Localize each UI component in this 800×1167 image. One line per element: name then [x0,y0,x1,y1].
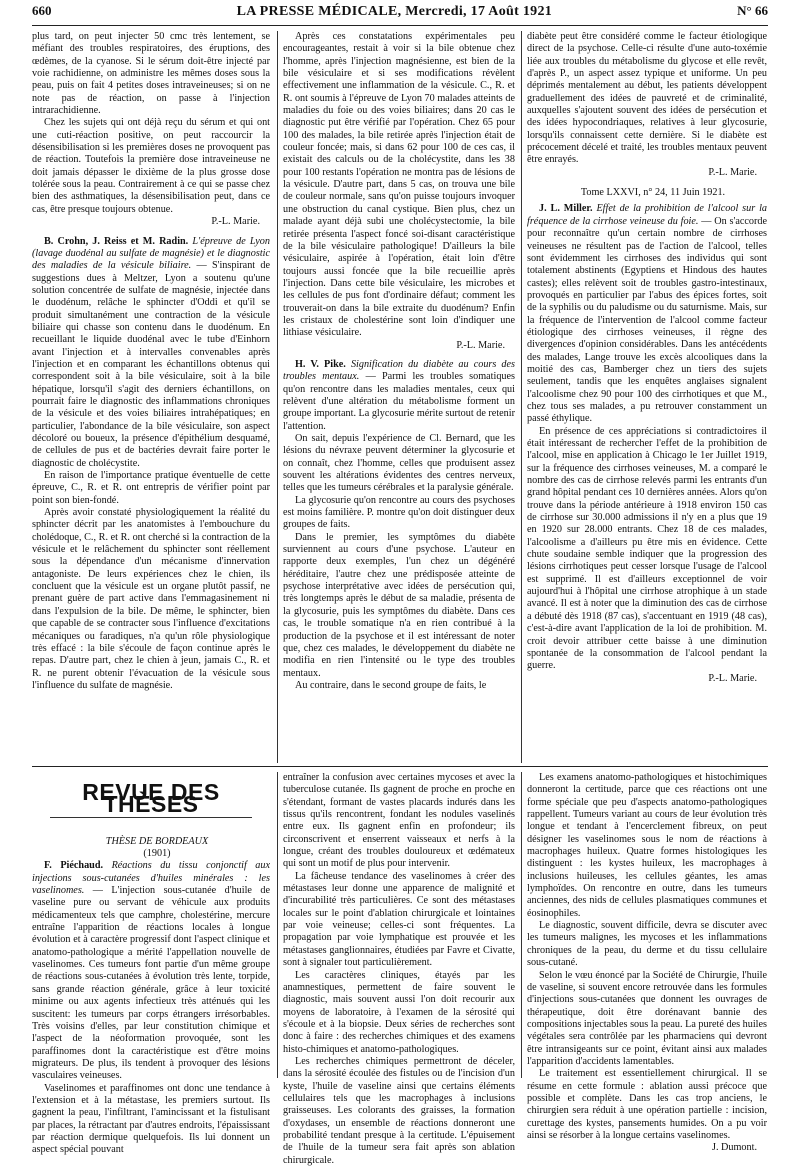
article-intro [527,203,767,425]
paragraph: Dans le premier, les symptômes du diabète surviennent au cours d'une psychose. L'auteur en rapporte deux exemples, l'un chez un dégénéré héréditaire, l'autre chez une prédisposée atteinte de psychose interprétative avec idées de persécution qui, très longtemps après le début de sa maladie, présenta de la glycosurie, puis les symptômes du diabète. Dans ces cas, le trouble somatique n'a en rien contribué à la production de la psychose et il est intéressant de noter que, chez ces malades, le développement du diabète ne modifia en rien l'intensité ou le type des troubles mentaux. [283,531,515,679]
column-divider [277,31,278,763]
article-title: Signification du diabète au cours des troubles mentaux. [283,358,516,383]
paragraph: En raison de l'importance pratique éventuelle de cette épreuve, C., R. et R. ont entrepris de vérifier point par point son bien-fondé. [32,470,270,506]
paragraph: diabète peut être considéré comme le facteur étiologique direct de la psychose. Celle-ci résulte d'une auto-toxémie liée aux troubles du métabolisme du glycose et elle revêt, d'après P., un aspect assez typique et uniforme. Un peu déprimés mentalement au début, les patients développent graduellement des idées de pauvreté et de criminalité, auxquelles s'ajoutent souvent des idées de persécution et des idées hypocondriaques, relatives à leur glycosurie, lorsqu'ils connaissent cette dernière. Si le diabète est précocement décelé et traité, les troubles mentaux peuvent être enrayés. [527,31,767,166]
upper-column-1 [32,31,270,763]
page-number: 660 [32,3,52,18]
signature: J. Dumont. [712,1142,757,1154]
lower-column-3 [527,772,767,1154]
paragraph: entraîner la confusion avec certaines mycoses et avec la tuberculose cutanée. Ils gagnent de proche en proche en s'étendant, formant de vastes placards indurés dans les tissus qu'ils rencontrent, fondant les nodules vaselinés entre eux. Ils gagnent enfin en profondeur; ils circonscrivent et enserrent vaisseaux et nerfs à la longue, créant des troubles douloureux et œdémateux qui sont un motif de plus pour intervenir. [283,772,515,870]
article-intro [32,236,270,471]
paragraph: — Parmi les troubles somatiques qu'on rencontre dans les maladies mentales, ceux qui relèvent d'une altération du métabolisme forment un groupe important. La glycosurie mérite surtout de retenir l'attention. [283,371,516,432]
paragraph: Au contraire, dans le second groupe de faits, le [295,679,487,691]
article-title: L'épreuve de Lyon (lavage duodénal au sulfate de magnésie) et le diagnostic des maladies de la vésicule biliaire. [32,235,270,272]
paragraph: En présence de ces appréciations si contradictoires il était intéressant de rechercher l'effet de la prohibition de l'alcool, mise en application à Chicago le 1er Juillet 1919, sur la fréquence des cirrhoses veineuses, M. a comparé le nombre des cas de cirrhose relevés parmi les entrants d'un grand hôpital pendant ces 10 dernières années. Alors qu'on trouve dans la période antérieure à 1918 environ 150 cas de cirrhose sur 30.000 admissions il n'y en a plus que 19 en 1920 sur 28.000 entrants. Chez 18 de ces malades, l'alcoolisme a d'ailleurs pu être mis en évidence. Cette chute soudaine semble indiquer que la progression des lésions cirrhotiques peut cesser lorsque l'usage de l'alcool est supprimé. Il est d'ailleurs exceptionnel de voir aujourd'hui à l'hôpital une cirrhose atrophique à un stade avancé. Il est à noter que la diminution des cas de cirrhose a débuté dès 1918 (87 cas), s'accentuant en 1919 (48 cas), c'est-à-dire avant l'application de la loi de prohibition. M. croit devoir attribuer cette baisse à une diminution spontanée de la consommation de l'alcool pendant la guerre. [527,425,767,672]
article-authors: J. L. Miller. [539,203,593,215]
column-divider [277,772,278,1078]
paragraph: — S'inspirant de suggestions dues à Meltzer, Lyon a soutenu qu'une solution concentrée de sulfate de magnésie, injectée dans le duodénum, relâche le sphincter d'Oddi et qu'il se produit simultanément une contraction de la vésicule biliaire qui chasse son contenu dans le duodénum. En recueillant le liquide duodénal avec le tube d'Einhorn avant l'injection et à intervalles convenables après l'injection et en comparant les échantillons obtenus qui correspondent soit à la bile vésiculaire, soit à la bile hépatique, lorsqu'il s'agit des derniers échantillons, on pourrait faire le diagnostic des inflammations chroniques de la vésicule et des voies biliaires intrahépatiques; en particulier, l'abondance de la bile vésiculaire, son aspect décoloré ou boueux, la présence d'épithélium desquamé, de cellules de pus et de bactéries devrait faire porter le diagnostic de cholécystite. [32,260,271,469]
article-authors: H. V. Pike. [295,358,346,370]
upper-column-2 [283,31,515,763]
paragraph: La fâcheuse tendance des vaselinomes à créer des métastases leur donne une apparence de malignité et d'incurabilité très particulières. Ce sont des métastases locales sur le point d'ablation chirurgicale et lointaines par voie veineuse; celles-ci sont fréquentes. La propagation par voie lymphatique est prouvée et les métastases ganglionnaires, étudiées par Favre et Civatte, sont à signaler tout particulièrement. [283,870,515,969]
column-divider [521,772,522,1078]
paragraph: Le traitement est essentiellement chirurgical. Il se résume en cette formule : ablation aussi précoce que possible et complète. Dans les cas trop anciens, le chirurgien sera réduit à une opération partielle : incision, curettage des kystes, pansements humides. On a pu voir ainsi se résorber à la longue certains vaselinomes. [527,1068,767,1141]
section-title: REVUE DES THÈSES [82,779,220,818]
article-title: Réactions du tissu conjonctif aux injections sous-cutanées d'huiles minérales : les vaselinomes. [32,860,271,897]
signature: P.-L. Marie. [708,166,757,178]
header-rule [32,25,768,26]
these-heading: THÈSE DE BORDEAUX [105,835,209,847]
paragraph: Selon le vœu énoncé par la Société de Chirurgie, l'huile de vaseline, si souvent encore retrouvée dans les formules d'injections sous-cutanées que donnent les ouvrages de thérapeutique, doit être dorénavant bannie des compositions injectables sous la peau. La pureté des huiles végétales sera contrôlée par les pharmaciens qui devront être intransigeants sur ce point, évitant ainsi aux malades l'apparition d'accidents lamentables. [527,969,767,1067]
paragraph: — On s'accorde pour reconnaître qu'un certain nombre de cirrhoses veineuses ne résultent pas de l'action de l'alcool, telles sont évidemment les cirrhoses des individus qui sont totalement abstinents (Egyptiens et Hindous des hautes castes); elles relèvent soit de troubles gastro-intestinaux, provoqués en particulier par l'abus des épices fortes, soit de la syphilis ou du paludisme ou du saturnisme. Mais, sur la fréquence de l'intervention de l'alcool comme facteur étiologique des cirrhoses veineuses, il règne des divergences d'opinion considérables. Dans les antécédents des malades, Lange trouve les excès alcooliques dans la moitié des cas, Bamberger chez un tiers des sujets seulement, tandis que les enquêtes anglaises signalent l'alcoolisme chez 90 pour 100 des cirrhotiques et que M., chez tous ses malades, a pu retrouver constamment un passé éthylique. [527,215,768,425]
journal-title: LA PRESSE MÉDICALE, Mercredi, 17 Août 1921 [236,4,553,19]
issue-reference: Tome LXXVI, n° 24, 11 Juin 1921. [580,187,726,199]
upper-column-3 [527,31,767,763]
paragraph: — L'injection sous-cutanée d'huile de vaseline pure ou servant de véhicule aux produits médicamenteux tels que camphre, cholestérine, mercure entraîne l'apparition de réactions locales à longue évolution et à caractère progressif dont l'aspect clinique et anatomo-pathologique a mérité l'appellation nouvelle de vaselinomes. Ces tumeurs font partie d'un même groupe de réactions sous-cutanées à évolution très lente, torpide, sans grande réaction générale, grâce à leur toxicité minime ou aux agents infectieux très atténués qui les suscitent: les tumeurs par corps étrangers irrésorbables. Très voisins d'elles, par leur constitution chimique et l'aspect de la néoformation provoquée, sont les paraffinomes dont la caractéristique est d'être moins migrateurs. De plus, ils tendent à provoquer des lésions vasculaires veineuses. [32,885,271,1082]
paragraph: Le diagnostic, souvent difficile, devra se discuter avec les tumeurs malignes, les mycoses et les inflammations chroniques de la peau, du derme et du tissu cellulaire sous-cutané. [527,920,767,969]
paragraph: On sait, depuis l'expérience de Cl. Bernard, que les lésions du névraxe peuvent déterminer la glycosurie et on connaît, chez l'homme, celles que produisent assez souvent les altérations évidentes des centres nerveux, telles que les tumeurs cérébrales et la paralysie générale. [283,433,515,494]
page-header [32,3,768,25]
paragraph: Les examens anatomo-pathologiques et histochimiques donneront la certitude, parce que ces réactions ont une forme spéciale que peu d'aspects anatomo-pathologiques rappellent. Tumeurs variant au cours de leur évolution très longue et tendant à l'encerclement fibreux, on peut désigner les vaselinomes sous le nom de réactions à macrophages huileux. Quatre formes histologiques les distinguent : les kystes huileux, les macrophages à inclusions huileuses, les cellules géantes, les amas lymphoïdes. On rencontre en outre, dans les tumeurs anciennes, des nids de cellules plasmatiques communes et éosinophiles. [527,772,767,919]
lower-column-2 [283,772,515,1166]
section-divider [32,766,768,767]
issue-number: N° 66 [737,3,768,18]
paragraph: La glycosurie qu'on rencontre au cours des psychoses est moins familière. P. montre qu'on doit distinguer deux groupes de faits. [283,494,515,531]
article-authors: F. Piéchaud. [44,860,104,872]
article-authors: B. Crohn, J. Reiss et M. Radin. [44,235,189,247]
paragraph: Les caractères cliniques, étayés par les anamnestiques, permettent de faire souvent le diagnostic, mais souvent aussi l'on doit recourir aux moyens de laboratoire, à l'examen de la sérosité qui s'écoule et à la biopsie. Deux séries de recherches sont donc à faire : des recherches chimiques et des examens histo-chimiques et anatomo-pathologiques. [283,969,515,1055]
signature: P.-L. Marie. [708,672,757,684]
lower-column-1 [32,772,271,1156]
these-year: (1901) [143,848,171,860]
article-intro [283,359,515,433]
paragraph: Après ces constatations expérimentales peu encourageantes, restait à voir si la bile obtenue chez l'homme, après l'injection magnésienne, est bien de la bile vésiculaire et si ses modifications révèlent effectivement une inflammation de la vésicule. C., R. et R. ont soumis à l'épreuve de Lyon 70 malades atteints de maladies du foie ou des voies biliaires; dans 20 cas le diagnostic put être vérifié par l'opération. Chez 65 pour 100 des malades, la bile retirée après l'injection était de couleur foncée; mais, si dans 62 pour 100 de ces cas, il existait des calculs ou de la cholécystite, dans les 38 pour 100 restants l'opération ne montra pas de lésions de la vésicule. D'autre part, dans 5 cas, on trouva une bile de couleur normale, sans qu'on puisse toujours invoquer une obstruction du canal cystique. Bien plus, chez un malade ayant déjà subi une cholécystectomie, la bile retirée présenta l'aspect foncé soi-disant caractéristique de la bile vésiculaire pathologique! D'ailleurs la bile vésiculaire, aspirée à l'opération, était loin d'être toujours aussi foncée que la bile recueillie après l'injection. Dans cette bile vésiculaire, les microbes et les cellules de pus font d'ordinaire défaut; comment les trouverait-on dans la bile extraite du duodénum? Enfin les cristaux de cholestérine sont loin d'indiquer une lithiase vésiculaire. [283,31,515,339]
article-intro [32,860,270,1082]
paragraph: plus tard, on peut injecter 50 cmc très lentement, se méfiant des troubles respiratoires, des éruptions, des œdèmes, de la cyanose. Si le sérum doit-être injecté par voie rachidienne, on administre les mêmes doses sous la peau, puis on fait 4 petites doses intraveineuses; si on ne note pas de réaction, on passe à l'injection intrarachidienne. [32,31,270,117]
column-divider [521,31,522,763]
paragraph: Les recherches chimiques permettront de déceler, dans la sérosité écoulée des fistules ou de l'incision d'un kyste, l'huile de vaseline ainsi que certains éléments cellulaires tels que les macrophages à inclusions graisseuses. Les colorants des graisses, la formation d'oxydases, un ensemble de réactions donneront une probabilité tendant presque à la certitude. L'épuisement de l'huile de la tumeur sera fait après son ablation chirurgicale. [283,1055,515,1166]
signature: P.-L. Marie. [211,216,260,228]
article-title: Effet de la prohibition de l'alcool sur la fréquence de la cirrhose veineuse du foie. [527,203,768,227]
paragraph: Chez les sujets qui ont déjà reçu du sérum et qui ont une cuti-réaction positive, on peut raccourcir la désensibilisation si les premières doses ne provoquent pas de réaction. Toutefois la première dose intraveineuse ne doit jamais dépasser le dixième de la plus grosse dose tolérée sous la peau. Contrairement à ce qui se passe chez bien des asthmatiques, la désensibilisation peut, dans ce cas, être presque toujours obtenue. [32,117,270,215]
signature: P.-L. Marie. [456,339,505,351]
paragraph: Vaselinomes et paraffinomes ont donc une tendance à l'extension et à la métastase, les premiers surtout. Ils gagnent la peau, l'infiltrant, l'amincissant et la fistulisant par places, la rétractant par d'autres endroits, l'épaississant par réaction dermique quelquefois. Ils lui donnent un aspect spécial pouvant [32,1082,270,1156]
paragraph: Après avoir constaté physiologiquement la réalité du sphincter décrit par les anatomistes à l'embouchure du cholédoque, C., R. et R. ont cherché si la contraction de la vésicule et le relâchement du sphincter sont réellement sous la dépendance d'un mécanisme d'innervation antagoniste. De leurs expériences chez le chien, ils concluent que la vésicule est un organe plutôt passif, ne prenant guère de part active dans l'emmagasinement ni dans l'expulsion de la bile. De même, le sphincter, bien que capable de se contracter sous l'influence d'excitations mécaniques ou faradiques, n'a qu'un rôle physiologique très effacé : la bile s'écoule de façon continue après le repas. D'autre part, chez le chien à jeun, jamais C., R. et R. ne purent obtenir l'évacuation de la vésicule sous l'influence du sulfate de magnésie. [32,507,270,691]
